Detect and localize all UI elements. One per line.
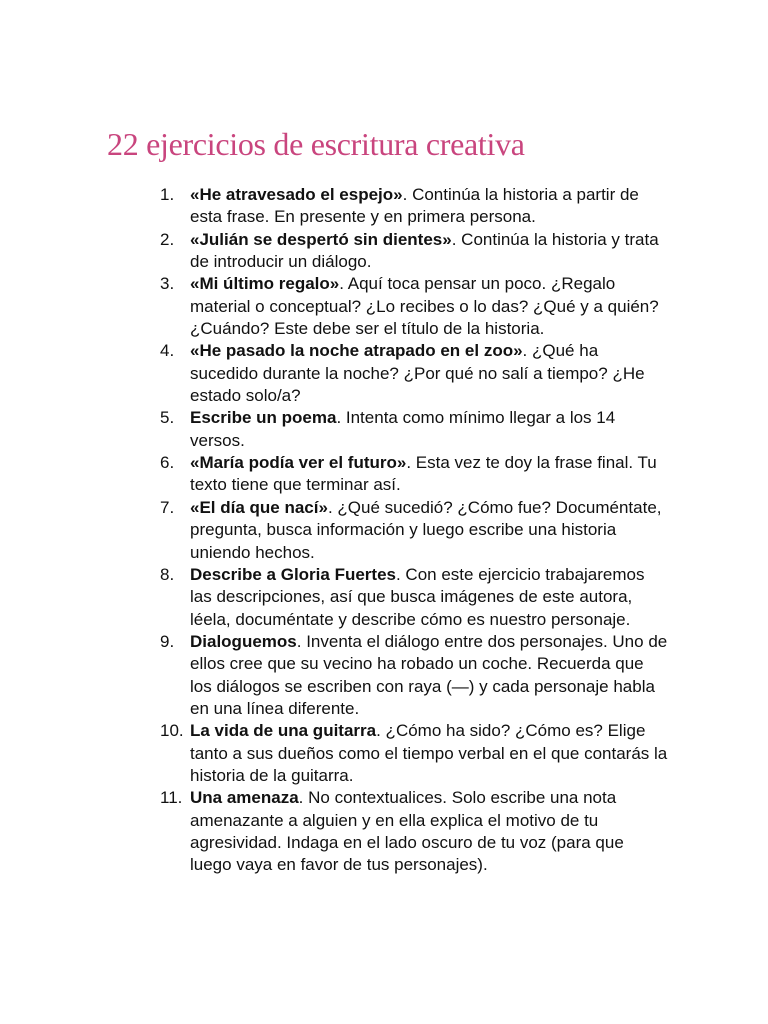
exercise-item <box>160 229 670 274</box>
exercise-number: 9. <box>160 631 175 651</box>
exercise-lead: Escribe un poema <box>190 408 337 428</box>
exercise-item <box>160 631 670 720</box>
exercise-body: . ¿Qué ha sucedido durante la noche? ¿Por qué no salí a tiempo? ¿He estado solo/a? <box>190 341 645 406</box>
exercise-text <box>190 452 670 497</box>
exercise-number: 8. <box>160 564 175 584</box>
exercise-item <box>160 407 670 452</box>
exercise-text <box>190 787 670 876</box>
exercise-body: . Con este ejercicio trabajaremos las descripciones, así que busca imágenes de este autora, léela, documéntate y describe cómo es nuestro personaje. <box>190 564 645 629</box>
exercise-lead: Describe a Gloria Fuertes <box>190 564 396 584</box>
exercise-item <box>160 564 670 631</box>
exercise-item <box>160 452 670 497</box>
exercise-text <box>190 340 670 407</box>
exercise-number: 5. <box>160 408 175 428</box>
exercise-text <box>190 631 670 720</box>
exercise-text <box>190 407 670 452</box>
exercise-lead: Una amenaza <box>190 788 299 808</box>
exercise-lead: «He atravesado el espejo» <box>190 185 403 204</box>
exercise-list <box>160 184 670 877</box>
exercise-body: . No contextualices. Solo escribe una nota amenazante a alguien y en ella explica el motivo de tu agresividad. Indaga en el lado oscuro de tu voz (para que luego vaya en favor de tus personajes). <box>190 788 624 875</box>
exercise-body: . Intenta como mínimo llegar a los 14 versos. <box>190 408 616 450</box>
exercise-body: . ¿Cómo ha sido? ¿Cómo es? Elige tanto a sus dueños como el tiempo verbal en el que contarás la historia de la guitarra. <box>190 721 668 785</box>
exercise-lead: Dialoguemos <box>190 631 297 651</box>
exercise-lead: «María podía ver el futuro» <box>190 453 407 473</box>
exercise-item <box>160 340 670 407</box>
exercise-number: 2. <box>160 229 175 249</box>
exercise-body: . Esta vez te doy la frase final. Tu texto tiene que terminar así. <box>190 453 657 495</box>
exercise-lead: «Mi último regalo» <box>190 274 340 294</box>
exercise-item <box>160 787 670 876</box>
exercise-text <box>190 564 670 631</box>
exercise-number: 4. <box>160 341 175 361</box>
exercise-number: 10. <box>160 721 184 741</box>
exercise-lead: La vida de una guitarra <box>190 721 377 741</box>
exercise-body: . Continúa la historia a partir de esta frase. En presente y en primera persona. <box>190 185 639 227</box>
exercise-number: 1. <box>160 185 175 204</box>
exercise-item <box>160 497 670 564</box>
exercise-text <box>190 273 670 340</box>
exercise-body: . Continúa la historia y trata de introducir un diálogo. <box>190 229 659 272</box>
exercise-number: 11. <box>160 788 183 808</box>
exercise-item <box>160 720 670 787</box>
exercise-text <box>190 184 670 229</box>
exercise-text <box>190 497 670 564</box>
exercise-item <box>160 273 670 340</box>
exercise-body: . Aquí toca pensar un poco. ¿Regalo material o conceptual? ¿Lo recibes o lo das? ¿Qué y a quién? ¿Cuándo? Este debe ser el título de la historia. <box>190 274 659 339</box>
exercise-number: 3. <box>160 274 175 294</box>
exercise-lead: «El día que nací» <box>190 497 328 517</box>
exercise-lead: «Julián se despertó sin dientes» <box>190 229 452 249</box>
exercise-body: . ¿Qué sucedió? ¿Cómo fue? Documéntate, pregunta, busca información y luego escribe una historia uniendo hechos. <box>190 497 662 562</box>
exercise-number: 6. <box>160 453 175 473</box>
exercise-item <box>160 184 670 229</box>
exercise-number: 7. <box>160 497 175 517</box>
exercise-text <box>190 720 670 787</box>
page-title: 22 ejercicios de escritura creativa <box>107 126 525 162</box>
exercise-text <box>190 229 670 274</box>
exercise-body: . Inventa el diálogo entre dos personajes. Uno de ellos cree que su vecino ha robado un coche. Recuerda que los diálogos se escriben con raya (—) y cada personaje habla en una línea diferente. <box>190 631 668 718</box>
exercise-lead: «He pasado la noche atrapado en el zoo» <box>190 341 523 361</box>
